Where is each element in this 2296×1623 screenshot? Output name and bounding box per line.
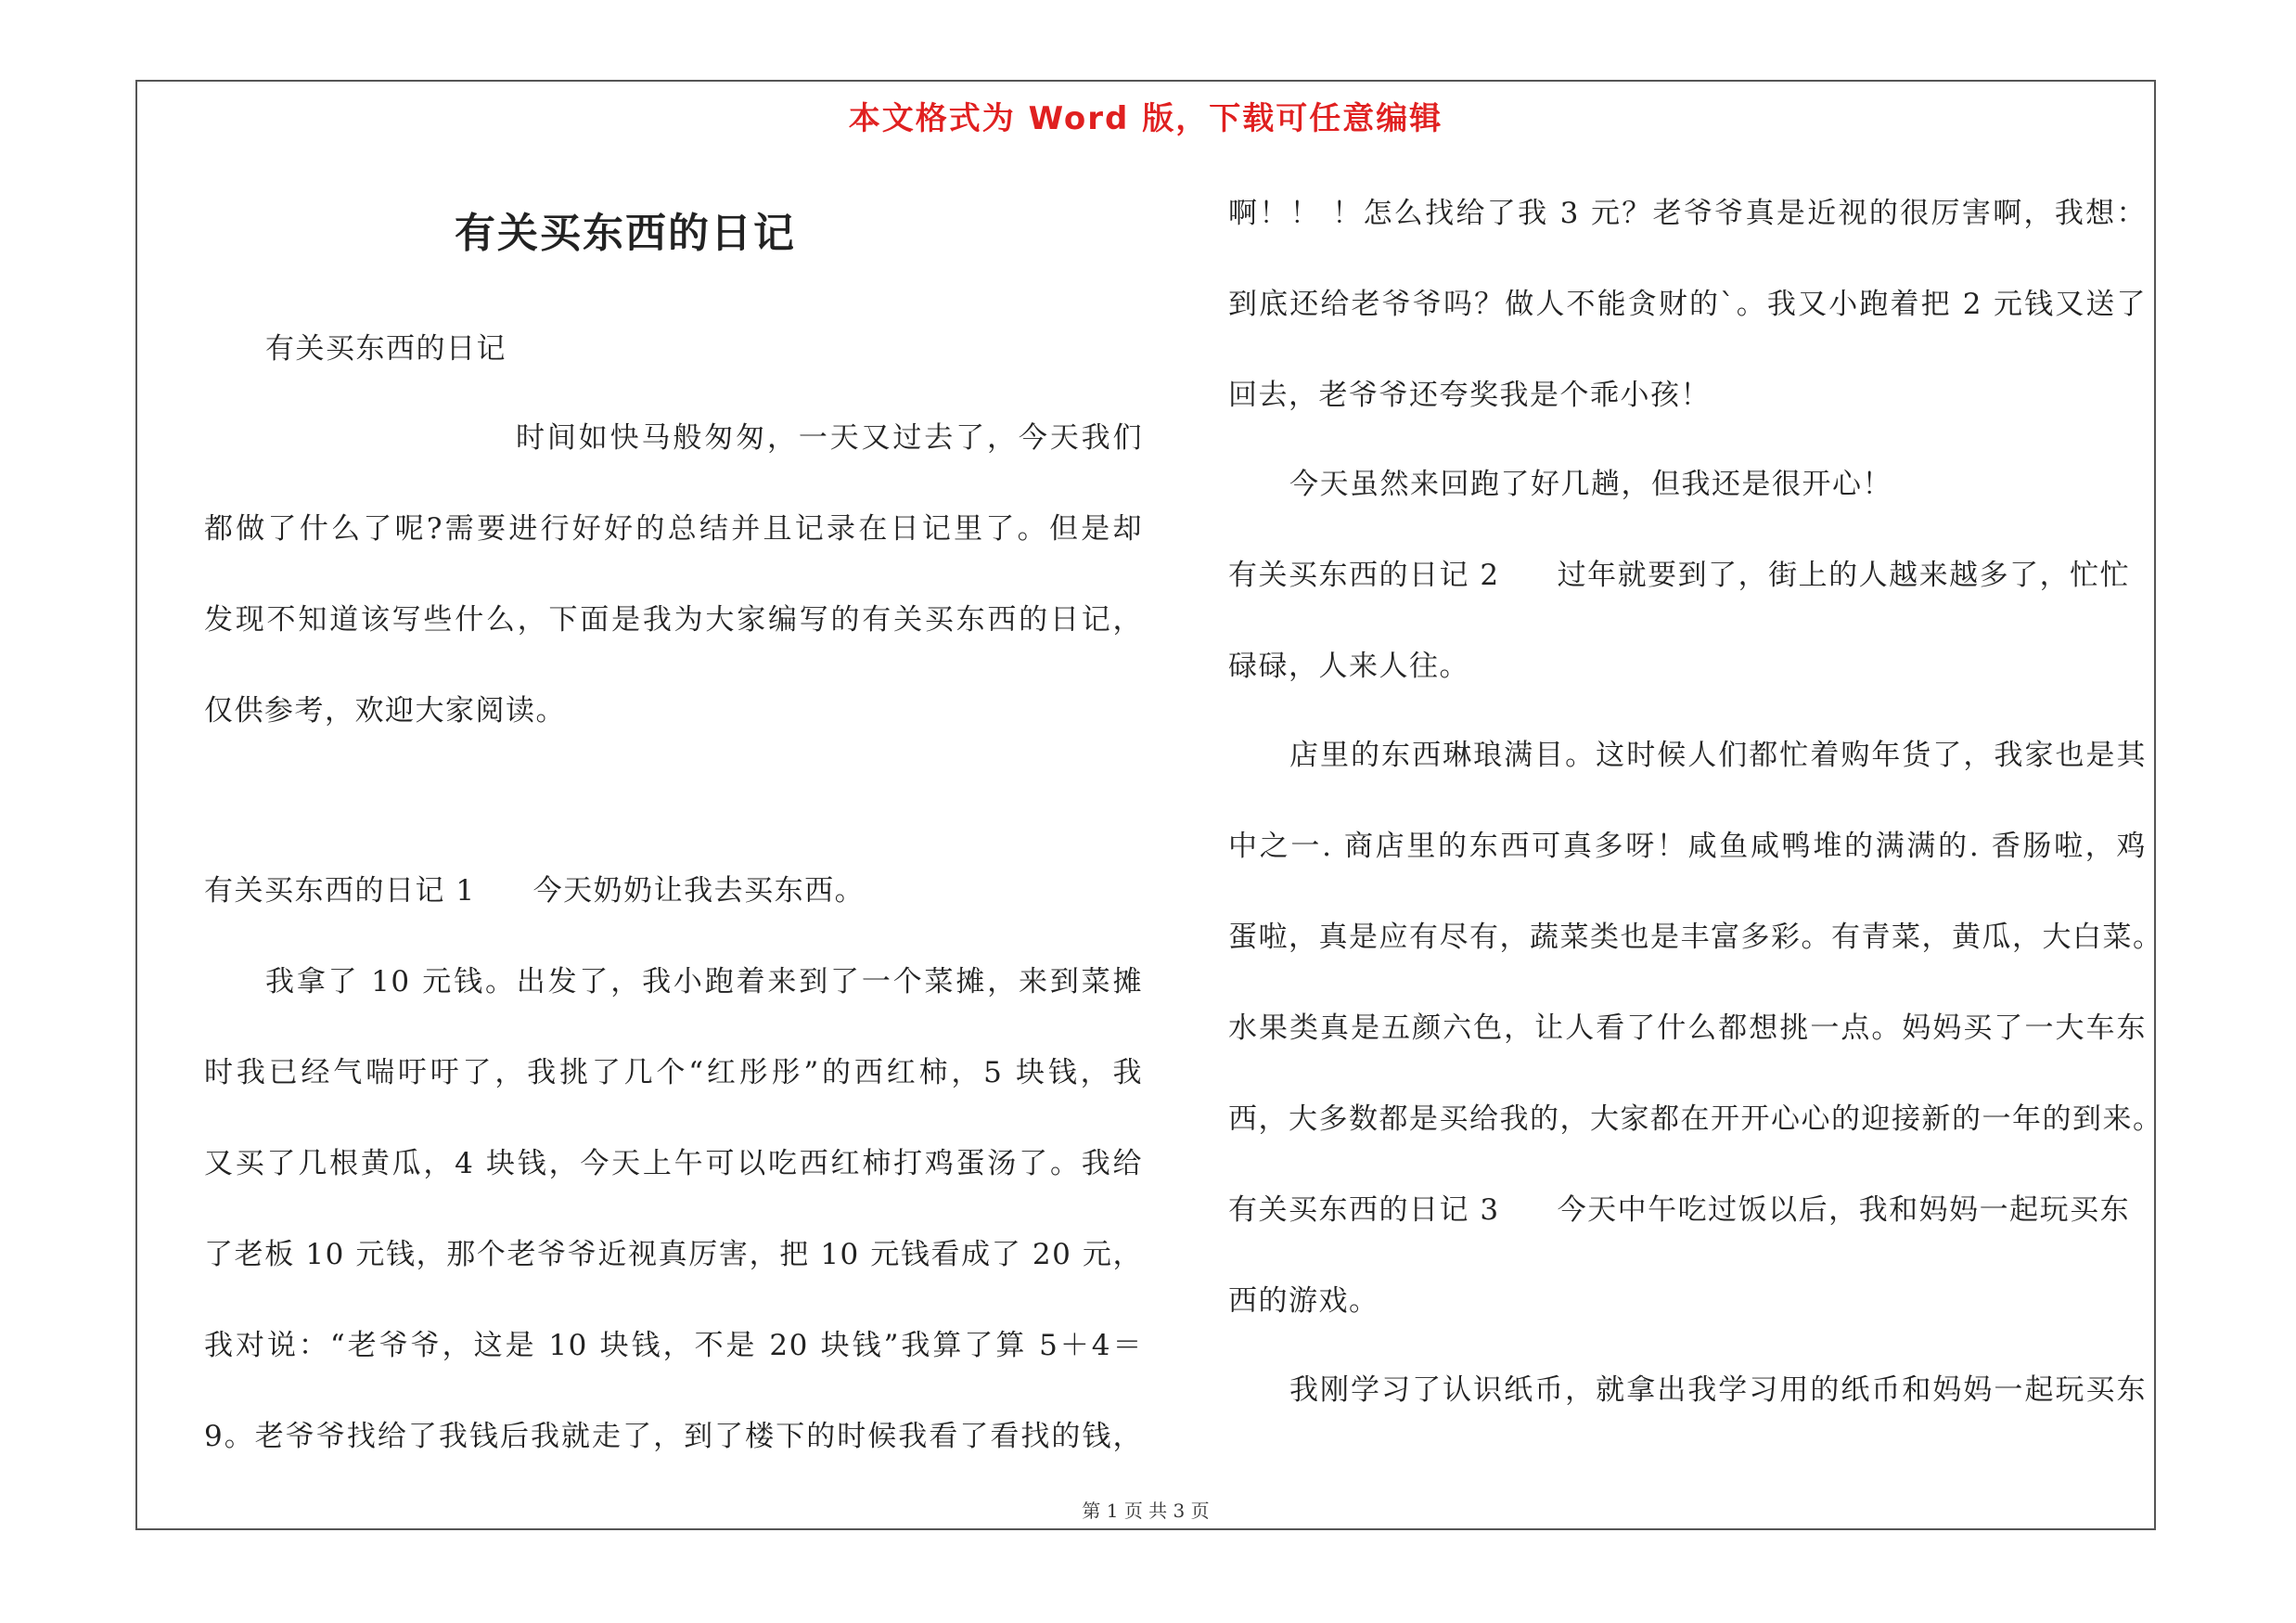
paragraph-line: 碌碌，人来人往。 [1228, 650, 1469, 683]
diary-1-first-text: 今天奶奶让我去买东西。 [532, 874, 866, 908]
diary-3-first-text: 今天中午吃过饭以后，我和妈妈一起玩买东 [1557, 1193, 2131, 1227]
paragraph-line: 到底还给老爷爷吗？做人不能贪财的`。我又小跑着把 2 元钱又送了 [1228, 288, 2147, 321]
document-page [135, 80, 2163, 1530]
intro-line: 发现不知道该写些什么，下面是我为大家编写的有关买东西的日记， [204, 603, 1143, 637]
paragraph-line: 今天虽然来回跑了好几趟，但我还是很开心！ [1289, 468, 1892, 501]
document-title: 有关买东西的日记 [455, 210, 796, 257]
paragraph-line: 时我已经气喘吁吁了，我挑了几个“红彤彤”的西红柿，5 块钱，我 [204, 1056, 1143, 1089]
paragraph-line: 我拿了 10 元钱。出发了，我小跑着来到了一个菜摊，来到菜摊 [265, 965, 1143, 998]
diary-2-heading-line [1228, 557, 2147, 594]
page-number: 第 1 页 共 3 页 [1082, 1500, 1210, 1522]
diary-3-heading-line [1228, 1191, 2147, 1229]
diary-1-heading: 有关买东西的日记 1 [204, 874, 476, 908]
format-banner: 本文格式为 Word 版，下载可任意编辑 [848, 100, 1443, 137]
paragraph-line: 西，大多数都是买给我的，大家都在开开心心的迎接新的一年的到来。 [1228, 1102, 2163, 1136]
paragraph-line: 我对说：“老爷爷，这是 10 块钱，不是 20 块钱”我算了算 5＋4＝ [204, 1329, 1143, 1362]
diary-1-heading-line [204, 872, 1143, 909]
paragraph-line: 啊！！ ！怎么找给了我 3 元？老爷爷真是近视的很厉害啊，我想： [1228, 197, 2147, 230]
paragraph-line: 我刚学习了认识纸币，就拿出我学习用的纸币和妈妈一起玩买东 [1289, 1373, 2147, 1407]
paragraph-line: 蛋啦，真是应有尽有，蔬菜类也是丰富多彩。有青菜，黄瓜，大白菜。 [1228, 921, 2163, 954]
intro-line: 时间如快马般匆匆，一天又过去了，今天我们 [516, 421, 1143, 455]
paragraph-line: 回去，老爷爷还夸奖我是个乖小孩！ [1228, 379, 1711, 412]
diary-2-first-text: 过年就要到了，街上的人越来越多了，忙忙 [1557, 559, 2131, 592]
paragraph-line: 店里的东西琳琅满目。这时候人们都忙着购年货了，我家也是其 [1289, 739, 2147, 772]
intro-line: 都做了什么了呢?需要进行好好的总结并且记录在日记里了。但是却 [204, 512, 1143, 546]
paragraph-line: 中之一. 商店里的东西可真多呀！咸鱼咸鸭堆的满满的. 香肠啦，鸡 [1228, 830, 2147, 863]
diary-3-heading: 有关买东西的日记 3 [1228, 1193, 1500, 1227]
subtitle: 有关买东西的日记 [265, 332, 507, 366]
paragraph-line: 又买了几根黄瓜，4 块钱，今天上午可以吃西红柿打鸡蛋汤了。我给 [204, 1147, 1143, 1180]
paragraph-line: 水果类真是五颜六色，让人看了什么都想挑一点。妈妈买了一大车东 [1228, 1011, 2147, 1045]
paragraph-line: 西的游戏。 [1228, 1284, 1379, 1318]
diary-2-heading: 有关买东西的日记 2 [1228, 559, 1500, 592]
paragraph-line: 了老板 10 元钱，那个老爷爷近视真厉害，把 10 元钱看成了 20 元， [204, 1238, 1143, 1271]
intro-line: 仅供参考，欢迎大家阅读。 [204, 694, 566, 728]
paragraph-line: 9。老爷爷找给了我钱后我就走了，到了楼下的时候我看了看找的钱， [204, 1420, 1143, 1453]
